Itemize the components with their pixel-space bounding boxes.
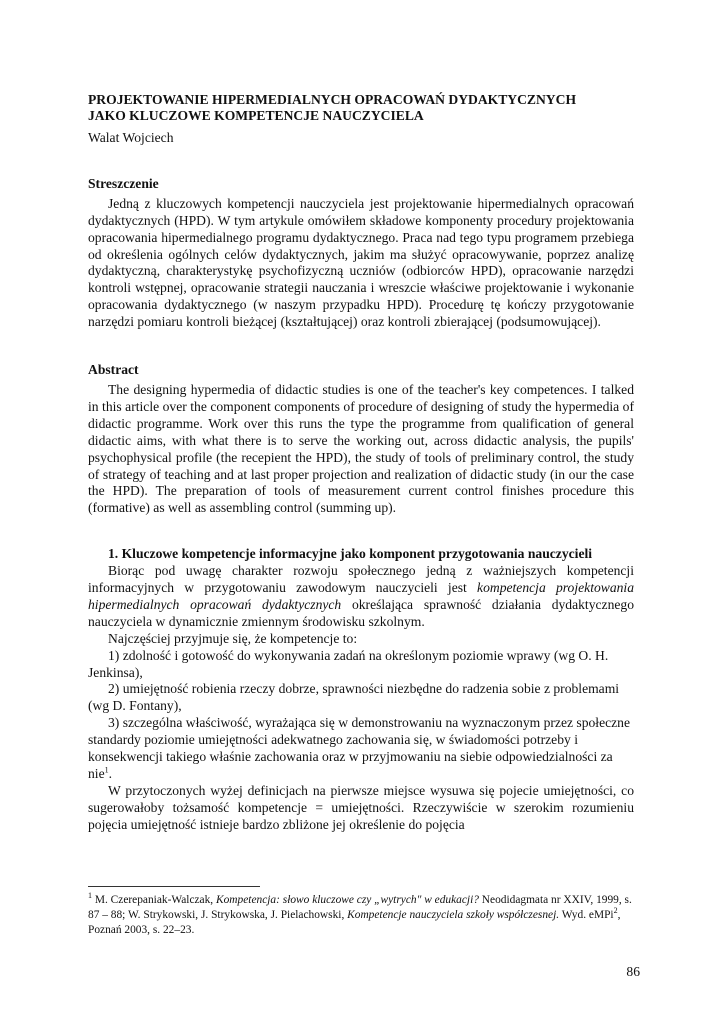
footnote-text-a: M. Czerepaniak-Walczak, (92, 894, 217, 906)
list-item-1: 1) zdolność i gotowość do wykonywania zadań na określonym poziomie wprawy (wg O. H. Jenkinsa), (88, 647, 609, 680)
p1-text-a: Biorąc pod uwagę charakter rozwoju społecznego jedną z ważniejszych kompetencji informacyjnych w przygotowaniu zawodowym nauczycieli jest (88, 563, 634, 596)
footnote-divider (88, 886, 260, 887)
section-1-paragraph-3: W przytoczonych wyżej definicjach na pierwsze miejsce wysuwa się pojecie umiejętności, co sugerowałoby tożsamość kompetencje = umiejętności. Rzeczywiście w szerokim rozumieniu pojęcia umiejętność istnieje bardzo zbliżone jej określenie do pojęcia (88, 782, 634, 832)
list-item-3-text: 3) szczególna właściwość, wyrażająca się w demonstrowaniu na wyznaczonym przez społeczne standardy poziomie umiejętności adekwatnego zachowania się, w świadomości potrzeby i konsekwencji takiego właśnie zachowania oraz w przyjmowaniu na siebie odpowiedzialności za nie (88, 715, 630, 781)
streszczenie-heading: Streszczenie (88, 175, 159, 191)
article-body (88, 92, 634, 834)
p1-italic: kompetencja projektowania hipermedialnych opracowań dydaktycznych (88, 580, 635, 612)
abstract-body: The designing hypermedia of didactic studies is one of the teacher's key competences. I talked in this article over the component components of procedure of designing of study the hypermedia of didactic programme. Work over this runs the type the programme from qualification of general didactic aims, with what there is to serve the working out, across didactic analysis, the pupils' psychophysical profile (the recepient the HPD), the study of tools of preliminary control, the study of strategy of teaching and at last proper projection and realization of didactic study (in our the case the HPD). The preparation of tools of measurement current control finishes procedure this (formative) as well as assembling control (summing up). (88, 381, 634, 516)
abstract-heading: Abstract (88, 362, 139, 378)
article-title (88, 92, 634, 124)
footnote-text-b: Neodidagmata nr XXIV, 1999, s. 87 – 88; W. Strykowski, J. Strykowska, J. Pielachowski, (88, 894, 632, 921)
title-line-1: PROJEKTOWANIE HIPERMEDIALNYCH OPRACOWAŃ DYDAKTYCZNYCH (88, 92, 577, 107)
list-item-2: 2) umiejętność robienia rzeczy dobrze, sprawności niezbędne do radzenia sobie z problemami (wg D. Fontany), (88, 681, 620, 714)
section-1-paragraph-2: Najczęściej przyjmuje się, że kompetencje to: (108, 630, 358, 646)
footnote-italic-1: Kompetencja: słowo kluczowe czy „wytrych" w edukacji? (216, 894, 479, 906)
page-number: 86 (626, 964, 640, 979)
p1-text-b: określająca sprawność działania dydaktycznego nauczyciela w dynamicznie zmiennym środowisku szkolnym. (88, 596, 634, 629)
footnote-text-c: Wyd. eMPi (559, 909, 614, 921)
footnote (88, 893, 634, 938)
footnote-italic-2: Kompetencje nauczyciela szkoły współczesnej. (347, 909, 560, 921)
footnote-ref-1[interactable]: 1 (104, 765, 109, 775)
footnote-superscript-2: 2 (613, 906, 618, 916)
section-1-heading: 1. Kluczowe kompetencje informacyjne jako komponent przygotowania nauczycieli (108, 546, 593, 562)
title-line-2: JAKO KLUCZOWE KOMPETENCJE NAUCZYCIELA (88, 108, 424, 123)
footnote-text-d: , Poznań 2003, s. 22–23. (88, 909, 621, 936)
footnote-number: 1 (88, 891, 92, 901)
author: Walat Wojciech (88, 130, 174, 145)
section-1-paragraph-1 (88, 563, 634, 631)
list-item-3 (88, 715, 634, 783)
list-item-3-end: . (108, 766, 113, 781)
streszczenie-body: Jedną z kluczowych kompetencji nauczyciela jest projektowanie hipermedialnych opracowań dydaktycznych (HPD). W tym artykule omówiłem składowe komponenty procedury projektowania opracowania hipermedialnego programu dydaktycznego. Praca nad tego typu programem przebiega od określenia ogólnych celów dydaktycznych, jakim ma służyć opracowywanie, poprzez analizę dydaktyczną, charakterystykę psychofizyczną uczniów (odbiorców HPD), opracowanie narzędzi kontroli wstępnej, opracowanie strategii nauczania i wreszcie właściwe projektowanie i wykonanie opracowania dydaktycznego (w naszym przypadku HPD). Procedurę tę kończy przygotowanie narzędzi pomiaru kontroli bieżącej (kształtującej) oraz kontroli zbierającej (podsumowującej). (88, 195, 634, 330)
